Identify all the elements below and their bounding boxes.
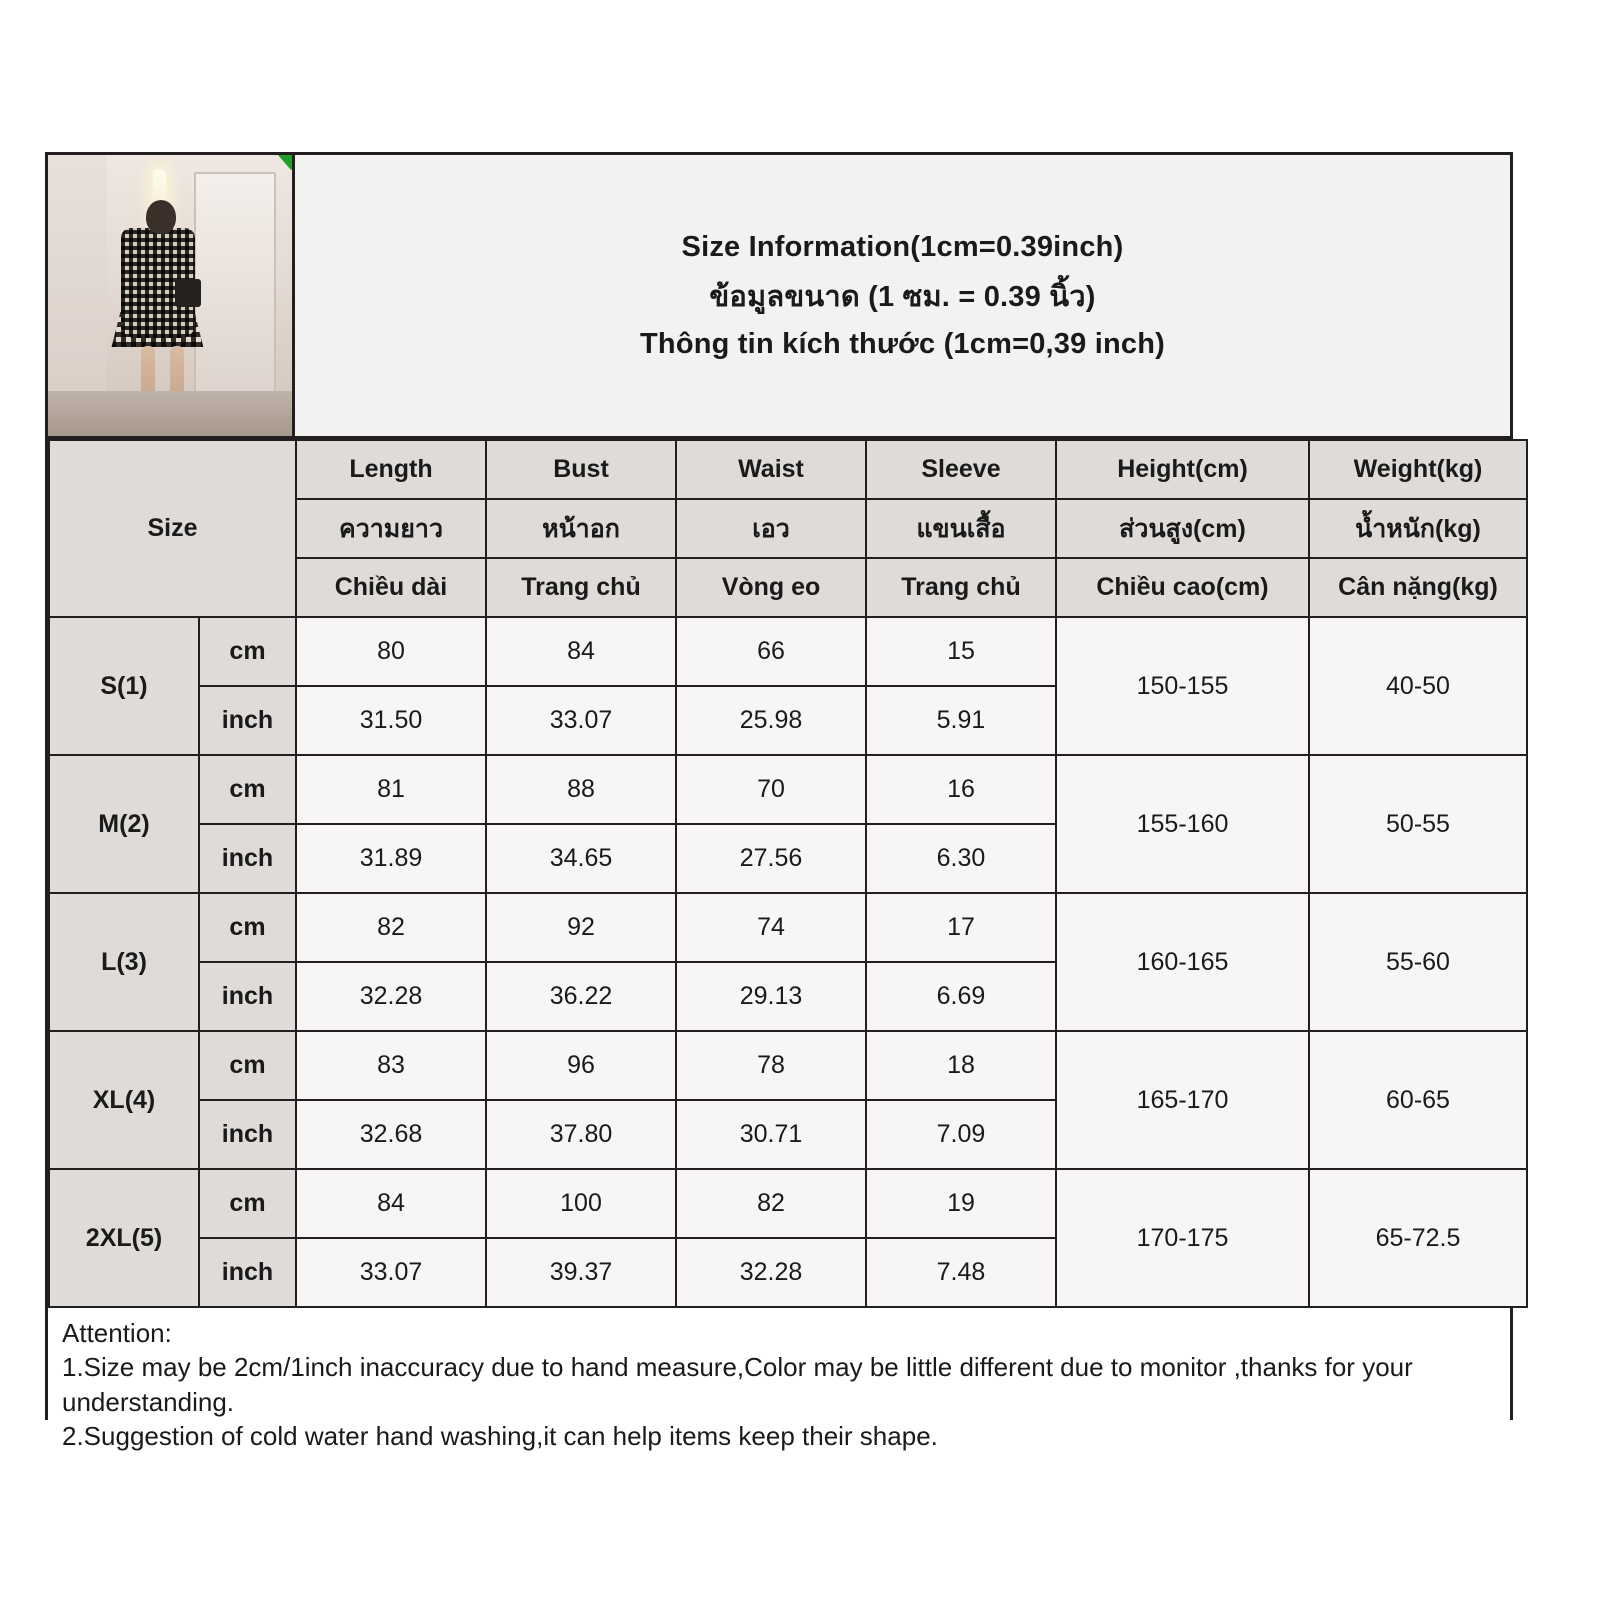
title-line-th: ข้อมูลขนาด (1 ซม. = 0.39 นิ้ว) [709, 280, 1096, 313]
cell-waist-inch: 25.98 [676, 686, 866, 755]
cell-bust-inch: 34.65 [486, 824, 676, 893]
size-chart-card [45, 152, 1513, 1451]
unit-inch: inch [199, 1100, 296, 1169]
cell-height: 155-160 [1056, 755, 1309, 893]
table-header-row-en [49, 440, 1527, 499]
cell-waist-cm: 66 [676, 617, 866, 686]
cell-bust-inch: 39.37 [486, 1238, 676, 1307]
title-line-vi: Thông tin kích thước (1cm=0,39 inch) [640, 327, 1165, 360]
cell-waist-inch: 27.56 [676, 824, 866, 893]
cell-waist-inch: 30.71 [676, 1100, 866, 1169]
cell-sleeve-cm: 19 [866, 1169, 1056, 1238]
cell-weight: 50-55 [1309, 755, 1527, 893]
header-bust-th: หน้าอก [486, 499, 676, 558]
size-table [48, 439, 1528, 1308]
header-height-en: Height(cm) [1056, 440, 1309, 499]
cell-height: 150-155 [1056, 617, 1309, 755]
unit-inch: inch [199, 824, 296, 893]
header-band [48, 155, 1510, 439]
table-row [49, 893, 1527, 962]
cell-bust-inch: 37.80 [486, 1100, 676, 1169]
unit-cm: cm [199, 617, 296, 686]
cell-length-cm: 83 [296, 1031, 486, 1100]
header-waist-en: Waist [676, 440, 866, 499]
cell-waist-cm: 70 [676, 755, 866, 824]
cell-weight: 60-65 [1309, 1031, 1527, 1169]
cell-bust-cm: 88 [486, 755, 676, 824]
cell-bust-cm: 100 [486, 1169, 676, 1238]
header-weight-en: Weight(kg) [1309, 440, 1527, 499]
attention-heading: Attention: [62, 1318, 172, 1348]
cell-length-inch: 33.07 [296, 1238, 486, 1307]
header-sleeve-vi: Trang chủ [866, 558, 1056, 617]
cell-waist-cm: 74 [676, 893, 866, 962]
cell-sleeve-cm: 15 [866, 617, 1056, 686]
cell-length-inch: 31.89 [296, 824, 486, 893]
header-bust-vi: Trang chủ [486, 558, 676, 617]
header-height-th: ส่วนสูง(cm) [1056, 499, 1309, 558]
unit-cm: cm [199, 1031, 296, 1100]
photo-model-bag [175, 279, 201, 307]
cell-sleeve-inch: 6.69 [866, 962, 1056, 1031]
title-line-en: Size Information(1cm=0.39inch) [681, 230, 1124, 263]
attention-block [48, 1308, 1510, 1463]
header-sleeve-en: Sleeve [866, 440, 1056, 499]
unit-cm: cm [199, 755, 296, 824]
header-weight-vi: Cân nặng(kg) [1309, 558, 1527, 617]
cell-sleeve-inch: 7.09 [866, 1100, 1056, 1169]
cell-sleeve-inch: 7.48 [866, 1238, 1056, 1307]
cell-waist-cm: 78 [676, 1031, 866, 1100]
cell-length-cm: 82 [296, 893, 486, 962]
cell-height: 160-165 [1056, 893, 1309, 1031]
cell-bust-cm: 92 [486, 893, 676, 962]
header-length-vi: Chiều dài [296, 558, 486, 617]
cell-waist-inch: 29.13 [676, 962, 866, 1031]
photo-model-head [146, 200, 176, 234]
cell-bust-inch: 36.22 [486, 962, 676, 1031]
cell-length-inch: 32.68 [296, 1100, 486, 1169]
cell-height: 165-170 [1056, 1031, 1309, 1169]
table-row [49, 755, 1527, 824]
row-size-label-l: L(3) [49, 893, 199, 1031]
header-sleeve-th: แขนเสื้อ [866, 499, 1056, 558]
header-waist-th: เอว [676, 499, 866, 558]
cell-bust-cm: 84 [486, 617, 676, 686]
cell-height: 170-175 [1056, 1169, 1309, 1307]
unit-inch: inch [199, 962, 296, 1031]
unit-cm: cm [199, 893, 296, 962]
attention-line-2: 2.Suggestion of cold water hand washing,it can help items keep their shape. [62, 1420, 938, 1451]
unit-cm: cm [199, 1169, 296, 1238]
cell-weight: 55-60 [1309, 893, 1527, 1031]
header-size-label: Size [49, 440, 296, 617]
unit-inch: inch [199, 1238, 296, 1307]
row-size-label-m: M(2) [49, 755, 199, 893]
photo-door [194, 172, 276, 395]
cell-length-inch: 32.28 [296, 962, 486, 1031]
cell-length-cm: 81 [296, 755, 486, 824]
unit-inch: inch [199, 686, 296, 755]
cell-bust-inch: 33.07 [486, 686, 676, 755]
photo-floor [48, 391, 292, 436]
cell-sleeve-cm: 18 [866, 1031, 1056, 1100]
header-height-vi: Chiều cao(cm) [1056, 558, 1309, 617]
cell-waist-inch: 32.28 [676, 1238, 866, 1307]
cell-length-cm: 80 [296, 617, 486, 686]
row-size-label-s: S(1) [49, 617, 199, 755]
table-row [49, 617, 1527, 686]
product-photo [48, 155, 292, 436]
cell-sleeve-cm: 16 [866, 755, 1056, 824]
green-triangle-marker [278, 155, 295, 170]
cell-waist-cm: 82 [676, 1169, 866, 1238]
cell-sleeve-inch: 6.30 [866, 824, 1056, 893]
cell-sleeve-cm: 17 [866, 893, 1056, 962]
title-block [295, 155, 1510, 436]
cell-bust-cm: 96 [486, 1031, 676, 1100]
cell-weight: 65-72.5 [1309, 1169, 1527, 1307]
row-size-label-xl: XL(4) [49, 1031, 199, 1169]
cell-weight: 40-50 [1309, 617, 1527, 755]
product-photo-cell [48, 155, 295, 436]
cell-sleeve-inch: 5.91 [866, 686, 1056, 755]
cell-length-inch: 31.50 [296, 686, 486, 755]
header-length-th: ความยาว [296, 499, 486, 558]
table-row [49, 1031, 1527, 1100]
row-size-label-2xl: 2XL(5) [49, 1169, 199, 1307]
header-waist-vi: Vòng eo [676, 558, 866, 617]
cell-length-cm: 84 [296, 1169, 486, 1238]
header-weight-th: น้ำหนัก(kg) [1309, 499, 1527, 558]
table-row [49, 1169, 1527, 1238]
header-bust-en: Bust [486, 440, 676, 499]
attention-line-1: 1.Size may be 2cm/1inch inaccuracy due to hand measure,Color may be little different due to monitor ,thanks for your understanding. [62, 1352, 1421, 1417]
header-length-en: Length [296, 440, 486, 499]
